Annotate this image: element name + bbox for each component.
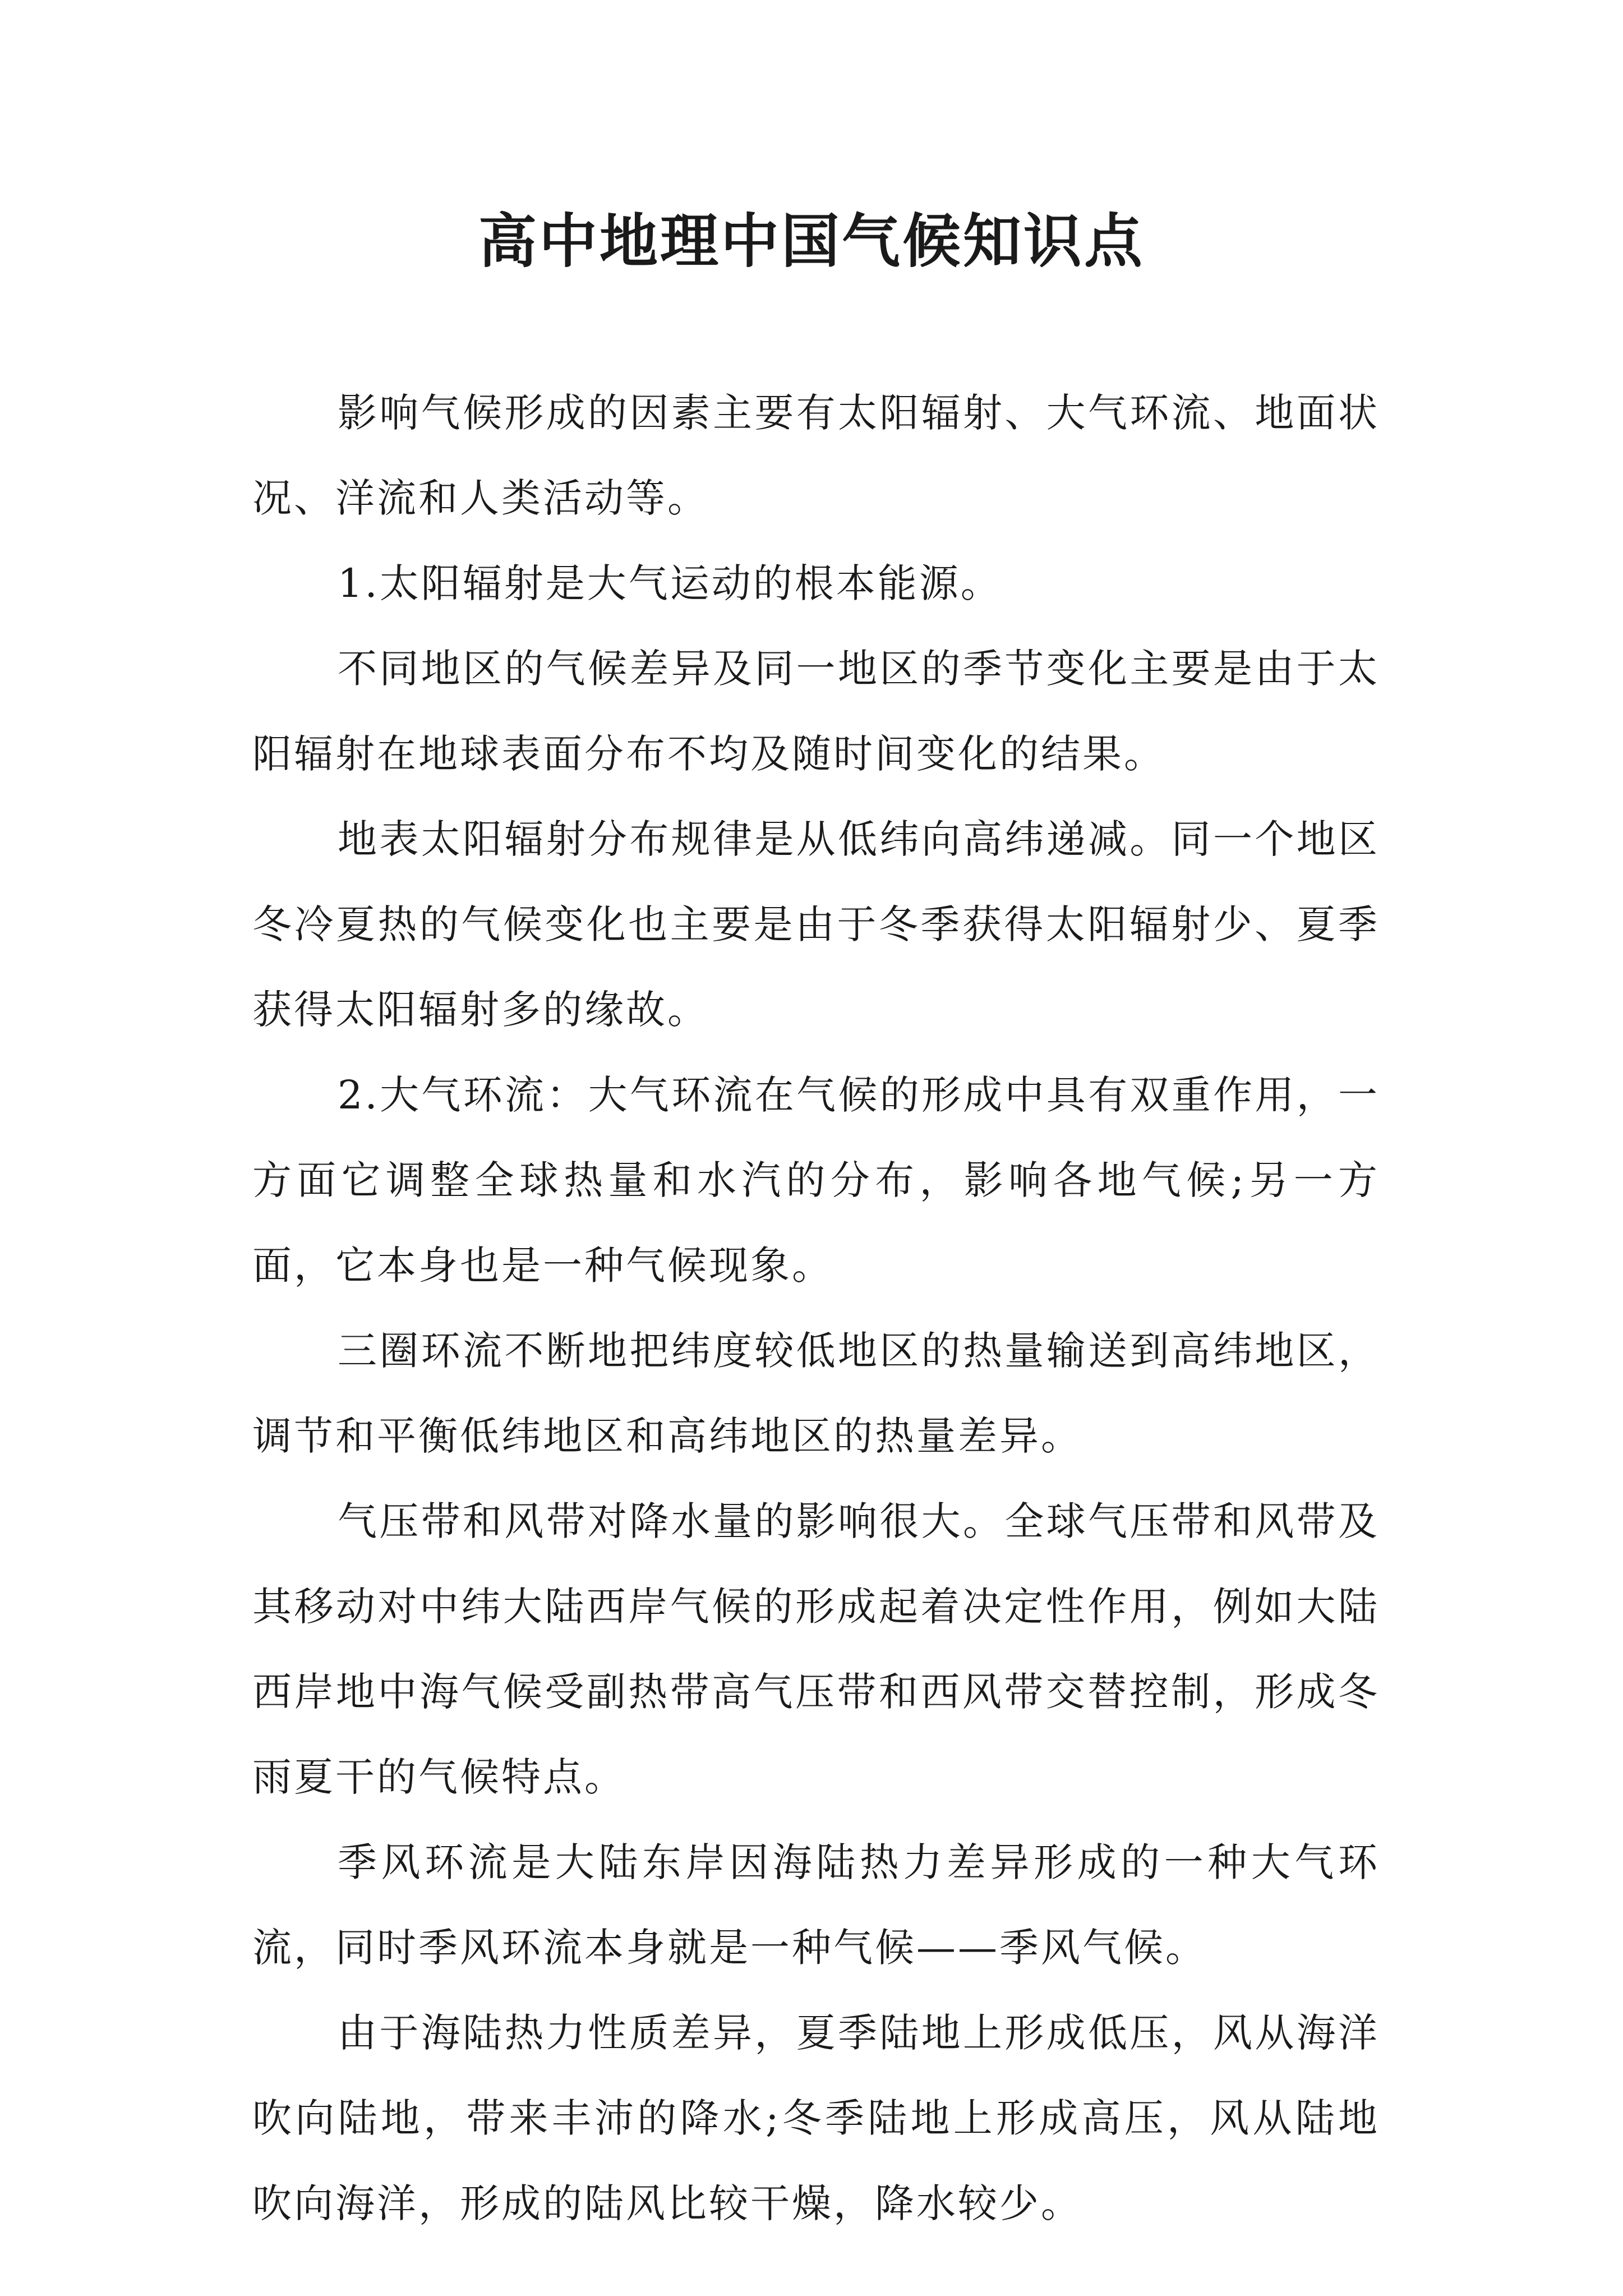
paragraph-pressure-wind-belts: 气压带和风带对降水量的影响很大。全球气压带和风带及其移动对中纬大陆西岸气候的形成起着决定性作用，例如大陆西岸地中海气候受副热带高气压带和西风带交替控制，形成冬雨夏干的气候特点。 <box>252 1498 1380 1800</box>
paragraph-atmospheric-circulation: 2.大气环流：大气环流在气候的形成中具有双重作用，一方面它调整全球热量和水汽的分布，影响各地气候;另一方面，它本身也是一种气候现象。 <box>252 1072 1380 1289</box>
paragraph-land-sea-differences: 由于海陆热力性质差异，夏季陆地上形成低压，风从海洋吹向陆地，带来丰沛的降水;冬季陆地上形成高压，风从陆地吹向海洋，形成的陆风比较干燥，降水较少。 <box>252 2010 1380 2226</box>
document-body <box>252 370 1380 2246</box>
paragraph-regional-differences: 不同地区的气候差异及同一地区的季节变化主要是由于太阳辐射在地球表面分布不均及随时间变化的结果。 <box>252 646 1380 777</box>
paragraph-solar-radiation-heading: 1.太阳辐射是大气运动的根本能源。 <box>338 560 1002 606</box>
paragraph-radiation-distribution: 地表太阳辐射分布规律是从低纬向高纬递减。同一个地区冬冷夏热的气候变化也主要是由于冬季获得太阳辐射少、夏季获得太阳辐射多的缘故。 <box>252 816 1380 1033</box>
document-title: 高中地理中国气候知识点 <box>478 206 1145 275</box>
paragraph-monsoon-circulation: 季风环流是大陆东岸因海陆热力差异形成的一种大气环流，同时季风环流本身就是一种气候——季风气候。 <box>252 1839 1380 1971</box>
paragraph-three-cell-circulation: 三圈环流不断地把纬度较低地区的热量输送到高纬地区，调节和平衡低纬地区和高纬地区的热量差异。 <box>252 1328 1380 1459</box>
paragraph-climate-factors: 影响气候形成的因素主要有太阳辐射、大气环流、地面状况、洋流和人类活动等。 <box>252 390 1380 521</box>
